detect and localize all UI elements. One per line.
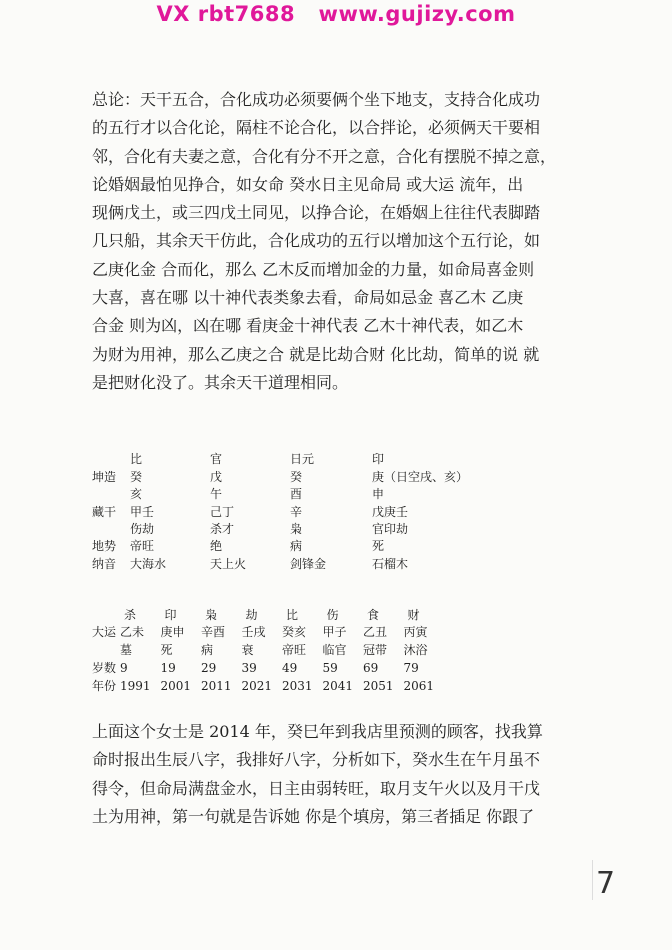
row-label: 坤造 [92,470,117,484]
watermark-text: VX rbt7688 www.gujizy.com [156,2,516,26]
pillar-cell: 午 [210,487,223,502]
text-line: 总论：天干五合，合化成功必须要俩个坐下地支，支持合化成功 [92,90,541,109]
pillar-cell: 死 [372,539,385,554]
dayun-year: 2001 [160,679,192,693]
case-paragraph [92,718,568,831]
dayun-age: 49 [282,661,298,675]
dayun-age: 29 [201,661,217,675]
pillar-shishen: 官 [210,452,223,466]
pillar-cell: 剑锋金 [290,556,327,571]
text-line: 的五行才以合化论，隔柱不论合化，以合拌论，必须俩天干要相 [92,118,541,138]
pillar-cell: 天上火 [210,556,247,571]
pillar-cell: 辛 [290,504,303,519]
pillar-cell: 戊庚壬 [372,504,409,519]
pillar-cell: 石榴木 [372,556,409,571]
text-line: 几只船，其余天干仿此，合化成功的五行以增加这个五行论，如 [92,231,541,251]
dayun-dishi: 死 [160,643,173,657]
pillar-cell: 申 [372,487,385,502]
dayun-ganzhi: 甲子 [322,625,347,639]
dayun-shishen: 枭 [205,608,218,622]
pillar-cell: 枭 [290,521,303,536]
pillar-cell: 绝 [210,539,223,554]
row-label: 藏干 [92,504,117,519]
text-line: 合金 则为凶，凶在哪 看庚金十神代表 乙木十神代表，如乙木 [92,316,524,336]
dayun-year: 2011 [201,679,232,693]
dayun-year: 2041 [322,679,354,693]
text-line: 乙庚化金 合而化，那么 乙木反而增加金的力量，如命局喜金则 [92,259,535,279]
dayun-dishi: 冠带 [363,643,388,657]
text-line: 是把财化没了。其余天干道理相同。 [92,372,349,392]
dayun-dishi: 临官 [322,643,347,657]
pillar-cell: 酉 [290,487,303,502]
dayun-ganzhi: 庚申 [160,625,185,639]
dayun-dishi: 衰 [241,643,254,657]
dayun-ganzhi: 乙未 [120,625,145,639]
text-line: 为财为用神，那么乙庚之合 就是比劫合财 化比劫，简单的说 就 [92,344,540,364]
dayun-ganzhi: 癸亥 [282,625,307,639]
text-line: 大喜，喜在哪 以十神代表类象去看，命局如忌金 喜乙木 乙庚 [92,288,524,308]
text-line: 上面这个女士是 2014 年，癸巳年到我店里预测的顾客，找我算 [92,722,543,741]
dayun-dishi: 病 [201,643,214,657]
pillar-cell: 癸 [290,470,303,484]
dayun-age: 9 [120,661,128,675]
dayun-ganzhi: 壬戌 [241,625,266,639]
pillar-cell: 庚（日空戌、亥） [372,470,469,484]
scan-artifact-line [592,860,593,900]
text-line: 邻，合化有夫妻之意，合化有分不开之意，合化有摆脱不掉之意， [92,146,557,166]
row-label: 年份 [92,679,117,693]
row-label: 地势 [92,539,117,554]
dayun-dishi: 墓 [120,643,133,657]
dayun-age: 59 [322,661,338,675]
text-line: 论婚姻最怕见挣合，如女命 癸水日主见命局 或大运 流年，出 [92,174,524,194]
pillar-shishen: 日元 [290,452,315,466]
dayun-shishen: 印 [164,608,177,622]
text-line: 现俩戊土，或三四戊土同见，以挣合论，在婚姻上往往代表脚踏 [92,203,541,223]
dayun-age: 39 [241,661,257,675]
pillar-cell: 伤劫 [130,521,155,536]
dayun-year: 2051 [363,679,394,693]
dayun-year: 2061 [403,679,435,693]
dayun-age: 79 [403,661,419,675]
dayun-year: 2031 [282,679,313,693]
text-line: 得令，但命局满盘金水，日主由弱转旺，取月支午火以及月干戊 [92,778,541,798]
pillar-shishen: 印 [372,452,385,466]
dayun-shishen: 财 [407,608,420,622]
dayun-age: 19 [160,661,176,675]
dayun-dishi: 沐浴 [403,643,428,657]
dayun-age: 69 [363,661,379,675]
summary-paragraph [92,86,568,397]
pillar-shishen: 比 [130,452,143,466]
row-label: 岁数 [92,661,117,675]
pillar-cell: 大海水 [130,556,167,571]
dayun-ganzhi: 乙丑 [363,625,388,639]
pillar-cell: 戊 [210,470,223,484]
dayun-ganzhi: 辛酉 [201,625,226,639]
dayun-shishen: 比 [286,608,299,622]
pillar-cell: 杀才 [210,521,235,536]
page-number: 7 [596,866,616,901]
dayun-year: 1991 [120,679,151,693]
pillar-cell: 甲壬 [130,504,155,519]
row-label: 纳音 [92,556,117,571]
text-line: 土为用神，第一句就是告诉她 你是个填房，第三者插足 你跟了 [92,806,535,826]
pillar-cell: 己丁 [210,504,235,519]
dayun-dishi: 帝旺 [282,643,307,657]
pillar-cell: 病 [290,539,303,554]
dayun-year: 2021 [241,679,273,693]
pillar-cell: 帝旺 [130,539,155,554]
text-line: 命时报出生辰八字，我排好八字，分析如下，癸水生在午月虽不 [92,750,541,770]
dayun-shishen: 伤 [326,608,339,622]
dayun-shishen: 杀 [124,608,137,622]
pillar-cell: 官印劫 [372,521,409,536]
row-label: 大运 [92,625,117,639]
pillar-cell: 亥 [130,487,143,502]
dayun-shishen: 食 [367,608,380,622]
pillar-cell: 癸 [130,470,143,484]
dayun-shishen: 劫 [245,608,258,622]
dayun-ganzhi: 丙寅 [403,625,428,639]
